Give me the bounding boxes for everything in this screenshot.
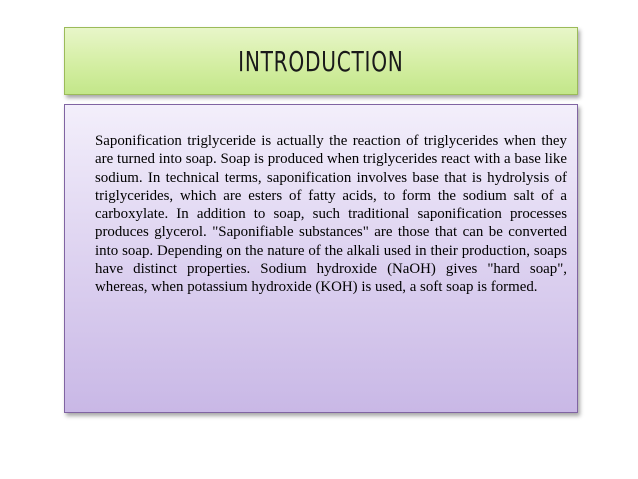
content-box	[64, 104, 578, 413]
slide-title: INTRODUCTION	[238, 44, 404, 78]
title-box	[64, 27, 578, 95]
body-paragraph: Saponification triglyceride is actually the reaction of triglycerides when they are turned into soap. Soap is produced when triglycerides react with a base like sodium. In technical terms, saponification involves base that is hydrolysis of triglycerides, which are esters of fatty acids, to form the sodium salt of a carboxylate. In addition to soap, such traditional saponification processes produces glycerol. "Saponifiable substances" are those that can be converted into soap. Depending on the nature of the alkali used in their production, soaps have distinct properties. Sodium hydroxide (NaOH) gives "hard soap", whereas, when potassium hydroxide (KOH) is used, a soft soap is formed.	[95, 133, 567, 296]
